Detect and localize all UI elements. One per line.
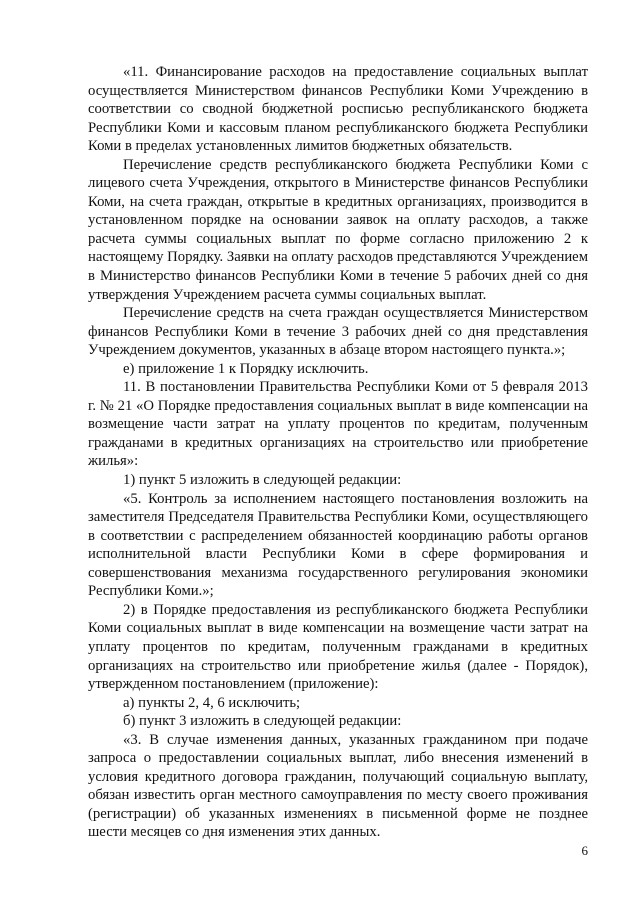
paragraph-transfer-to-citizens: Перечисление средств на счета граждан осуществляется Министерством финансов Республики Коми в течение 3 рабочих дней со дня представления Учреждением документов, указанных в абзаце втором настоящего пункта.»; [88,305,588,359]
paragraph-item-3-heading: б) пункт 3 изложить в следующей редакции: [123,713,402,730]
paragraph-financing: «11. Финансирование расходов на предоставление социальных выплат осуществляется Министерством финансов Республики Коми Учреждению в соответствии со сводной бюджетной росписью республиканского бюджета Республики Коми и кассовым планом республиканского бюджета Республики Коми в пределах установленных лимитов бюджетных обязательств. [88,64,588,155]
paragraph-resolution-21: 11. В постановлении Правительства Республики Коми от 5 февраля 2013 г. № 21 «О Порядке предоставления социальных выплат в виде компенсации на возмещение части затрат на уплату процентов по кредитам, полученным гражданами в кредитных организациях на строительство или приобретение жилья»: [88,379,588,470]
paragraph-item-3-text: «3. В случае изменения данных, указанных гражданином при подаче запроса о предоставлении социальных выплат, либо внесения изменений в условия кредитного договора гражданин, получающий социальную выплату, обязан известить орган местного самоуправления по месту своего проживания (регистрации) об указанных изменениях в письменной форме не позднее шести месяцев со дня изменения этих данных. [88,731,588,841]
page-number: 6 [581,843,588,858]
paragraph-item-5-text: «5. Контроль за исполнением настоящего постановления возложить на заместителя Председателя Правительства Республики Коми, осуществляющего в соответствии с распределением обязанностей координацию работы органов исполнительной власти Республики Коми в сфере формирования и совершенствования механизма государственного регулирования экономики Республики Коми.»; [88,490,588,600]
document-body [88,63,588,842]
paragraph-appendix-removal: е) приложение 1 к Порядку исключить. [123,360,369,377]
paragraph-item-5-heading: 1) пункт 5 изложить в следующей редакции: [123,472,402,489]
paragraph-transfer-from-institution: Перечисление средств республиканского бюджета Республики Коми с лицевого счета Учреждения, открытого в Министерстве финансов Республики Коми, на счета граждан, открытые в кредитных организациях, производится в установленном порядке на основании заявок на оплату расходов, а также расчета суммы социальных выплат по форме согласно приложению 2 к настоящему Порядку. Заявки на оплату расходов представляются Учреждением в Министерство финансов Республики Коми в течение 5 рабочих дней со дня утверждения Учреждением расчета суммы социальных выплат. [88,156,588,303]
paragraph-items-removal: а) пункты 2, 4, 6 исключить; [123,694,301,711]
paragraph-procedure-amendments: 2) в Порядке предоставления из республиканского бюджета Республики Коми социальных выплат в виде компенсации на возмещение части затрат на уплату процентов по кредитам, полученным гражданами в кредитных организациях на строительство или приобретение жилья (далее - Порядок), утвержденном постановлением (приложение): [88,601,588,693]
